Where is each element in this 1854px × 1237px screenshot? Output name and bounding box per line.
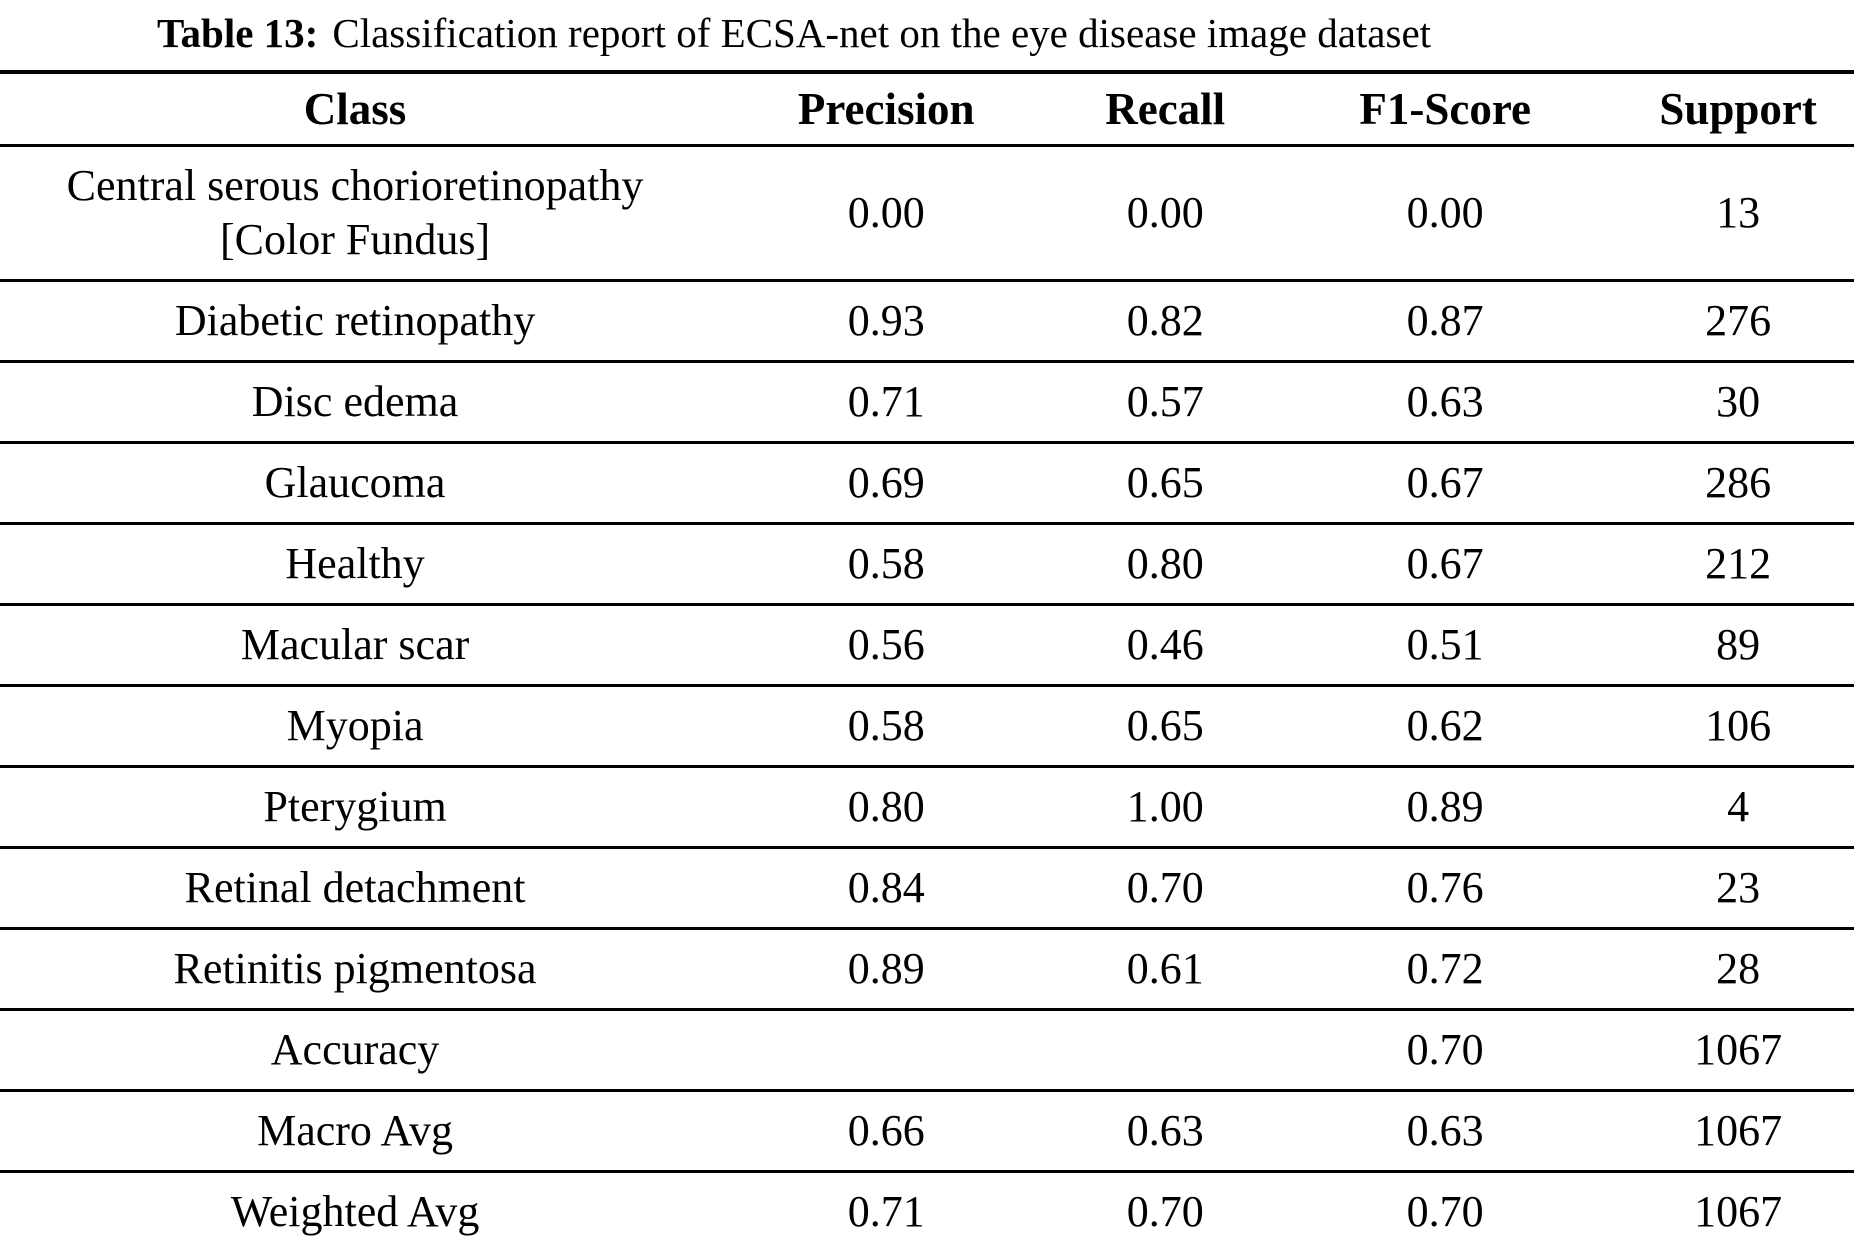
- cell-f1-score: 0.70: [1406, 1187, 1484, 1236]
- table-row: [0, 605, 1854, 686]
- cell-recall: 0.61: [1062, 929, 1268, 1010]
- column-header-class: Class: [0, 72, 710, 146]
- cell-support: 13: [1622, 146, 1854, 281]
- table-caption: [0, 0, 1588, 58]
- table-row: [0, 281, 1854, 362]
- cell-recall: 0.00: [1062, 146, 1268, 281]
- header-row: [0, 72, 1854, 146]
- cell-support: 212: [1622, 524, 1854, 605]
- table-caption-text: Classification report of ECSA-net on the eye disease image dataset: [332, 10, 1432, 56]
- table-row: [0, 767, 1854, 848]
- cell-class: Retinitis pigmentosa: [0, 929, 710, 1010]
- table-caption-label: Table 13:: [156, 10, 319, 56]
- cell-support: 1067: [1694, 1187, 1783, 1236]
- cell-f1-score: 0.72: [1268, 929, 1622, 1010]
- cell-precision: 0.89: [710, 929, 1062, 1010]
- cell-recall: 0.63: [1062, 1091, 1268, 1172]
- cell-precision: 0.84: [710, 848, 1062, 929]
- table-body: [0, 146, 1854, 1237]
- cell-support: 28: [1622, 929, 1854, 1010]
- cell-recall: 1.00: [1062, 767, 1268, 848]
- cell-precision: 0.69: [710, 443, 1062, 524]
- cell-f1-score: 0.70: [1268, 1010, 1622, 1091]
- cell-precision: 0.71: [710, 362, 1062, 443]
- cell-recall: 0.46: [1062, 605, 1268, 686]
- cell-class: Diabetic retinopathy: [0, 281, 710, 362]
- cell-class: Macro Avg: [0, 1091, 710, 1172]
- cell-support: 1067: [1622, 1010, 1854, 1091]
- cell-class: Macular scar: [0, 605, 710, 686]
- cell-f1-score: 0.67: [1268, 443, 1622, 524]
- cell-class: Central serous chorioretinopathy [Color Fundus]: [0, 146, 710, 281]
- cell-recall: 0.65: [1062, 686, 1268, 767]
- cell-support: 276: [1622, 281, 1854, 362]
- cell-recall: 0.82: [1062, 281, 1268, 362]
- cell-support: 30: [1622, 362, 1854, 443]
- table-row: [0, 848, 1854, 929]
- cell-support: 4: [1622, 767, 1854, 848]
- cell-precision: 0.71: [847, 1187, 925, 1236]
- cell-precision: 0.00: [710, 146, 1062, 281]
- column-header-f1-score: F1-Score: [1268, 72, 1622, 146]
- table-row: [0, 443, 1854, 524]
- cell-f1-score: 0.00: [1268, 146, 1622, 281]
- cell-f1-score: 0.51: [1268, 605, 1622, 686]
- cell-precision: 0.66: [710, 1091, 1062, 1172]
- cell-class: Accuracy: [0, 1010, 710, 1091]
- cell-precision: 0.56: [710, 605, 1062, 686]
- cell-support: 23: [1622, 848, 1854, 929]
- cell-f1-score: 0.76: [1268, 848, 1622, 929]
- cell-recall: 0.65: [1062, 443, 1268, 524]
- cell-class: Weighted Avg: [230, 1187, 480, 1236]
- cell-recall: 0.80: [1062, 524, 1268, 605]
- cell-f1-score: 0.63: [1268, 1091, 1622, 1172]
- cell-class: Myopia: [0, 686, 710, 767]
- column-header-precision: Precision: [710, 72, 1062, 146]
- cell-support: 1067: [1622, 1091, 1854, 1172]
- table-row: [0, 686, 1854, 767]
- cell-recall: 0.70: [1062, 848, 1268, 929]
- cell-class: Healthy: [0, 524, 710, 605]
- table-row: [0, 524, 1854, 605]
- table-row: [0, 1172, 1854, 1237]
- cell-precision: 0.80: [710, 767, 1062, 848]
- cell-support: 286: [1622, 443, 1854, 524]
- cell-f1-score: 0.67: [1268, 524, 1622, 605]
- classification-report-table: [0, 70, 1854, 1237]
- cell-support: 106: [1622, 686, 1854, 767]
- cell-recall: 0.70: [1126, 1187, 1204, 1236]
- table-row: [0, 146, 1854, 281]
- table-row: [0, 1010, 1854, 1091]
- column-header-recall: Recall: [1062, 72, 1268, 146]
- cell-class: Retinal detachment: [0, 848, 710, 929]
- cell-precision: 0.93: [710, 281, 1062, 362]
- cell-precision: [710, 1010, 1062, 1091]
- column-header-support: Support: [1622, 72, 1854, 146]
- cell-recall: 0.57: [1062, 362, 1268, 443]
- cell-class: Glaucoma: [0, 443, 710, 524]
- cell-precision: 0.58: [710, 524, 1062, 605]
- table-row: [0, 929, 1854, 1010]
- cell-support: 89: [1622, 605, 1854, 686]
- cell-class: Pterygium: [0, 767, 710, 848]
- table-row: [0, 1091, 1854, 1172]
- cell-precision: 0.58: [710, 686, 1062, 767]
- cell-f1-score: 0.89: [1268, 767, 1622, 848]
- cell-f1-score: 0.63: [1268, 362, 1622, 443]
- cell-class: Disc edema: [0, 362, 710, 443]
- table-row: [0, 362, 1854, 443]
- cell-f1-score: 0.87: [1268, 281, 1622, 362]
- cell-f1-score: 0.62: [1268, 686, 1622, 767]
- cell-recall: [1062, 1010, 1268, 1091]
